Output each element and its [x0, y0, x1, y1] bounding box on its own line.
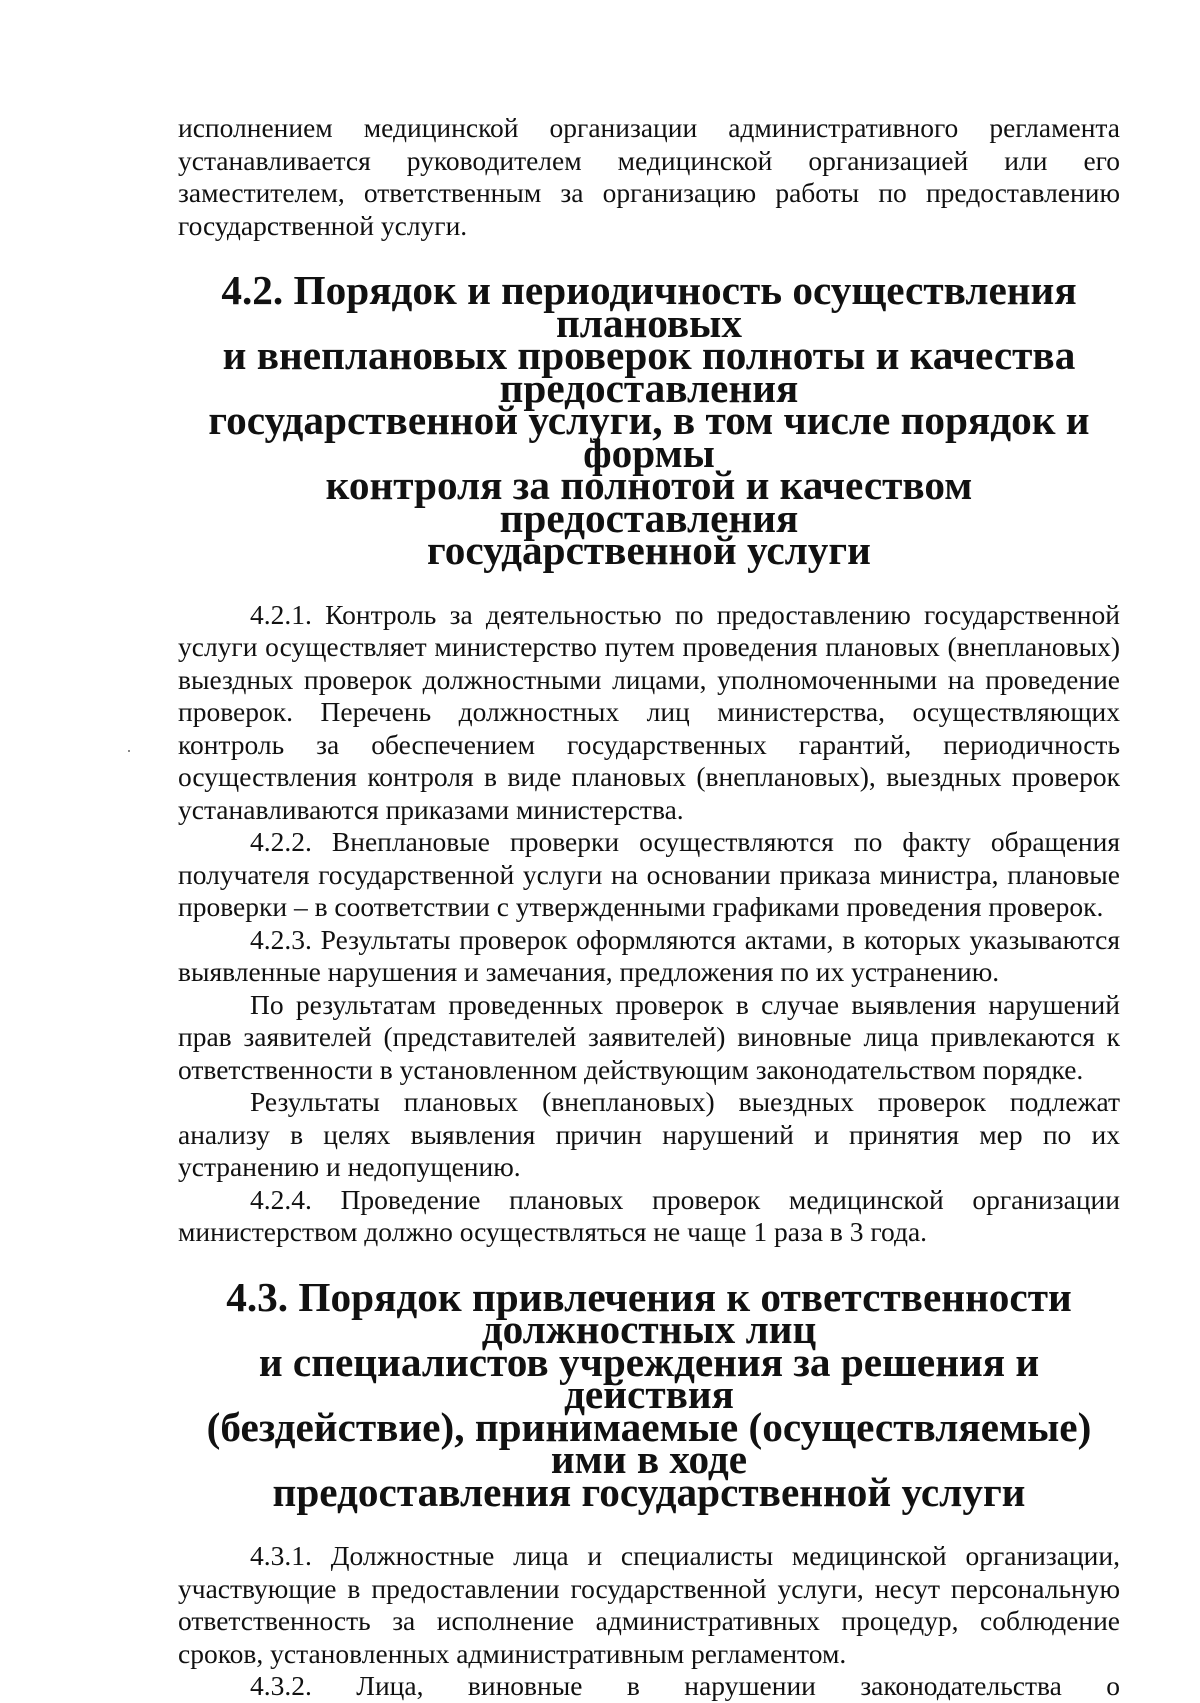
- tail-word: Лица,: [356, 1670, 424, 1701]
- heading-line: и специалистов учреждения за решения и действия: [258, 1338, 1040, 1417]
- scan-speck: [128, 750, 130, 752]
- section-4-2-heading: [178, 267, 1120, 573]
- heading-line: государственной услуги, в том числе порядок и формы: [208, 397, 1090, 476]
- tail-word: нарушении: [684, 1670, 816, 1701]
- paragraph-4-3-1: 4.3.1. Должностные лица и специалисты медицинской организации, участвующие в предоставлении государственной услуги, несут персональную ответственность за исполнение административных процедур, соблюдение сроков, установленных административным регламентом.: [178, 1540, 1120, 1669]
- heading-line: государственной услуги: [427, 527, 871, 573]
- heading-line: (бездействие), принимаемые (осуществляемые) ими в ходе: [206, 1403, 1092, 1482]
- heading-line: 4.2. Порядок и периодичность осуществления плановых: [221, 267, 1077, 346]
- paragraph-violations: По результатам проведенных проверок в случае выявления нарушений прав заявителей (представителей заявителей) виновные лица привлекаются к ответственности в установленном действующим законодательством порядке.: [178, 988, 1120, 1085]
- tail-word: виновные: [467, 1670, 583, 1701]
- paragraph-4-2-2: 4.2.2. Внеплановые проверки осуществляются по факту обращения получателя государственной услуги на основании приказа министра, плановые проверки – в соответствии с утвержденными графиками проведения проверок.: [178, 826, 1120, 922]
- tail-word: 4.3.2.: [250, 1670, 312, 1701]
- paragraph-4-3-2-start: [178, 1670, 1120, 1703]
- heading-line: предоставления государственной услуги: [272, 1468, 1026, 1515]
- tail-word: законодательства: [860, 1670, 1062, 1701]
- tail-word: в: [626, 1670, 640, 1701]
- heading-line: 4.3. Порядок привлечения к ответственности должностных лиц: [226, 1273, 1072, 1352]
- document-page: [178, 112, 1120, 1703]
- intro-paragraph: исполнением медицинской организации административного регламента устанавливается руководителем медицинской организацией или его заместителем, ответственным за организацию работы по предоставлению государственной услуги.: [178, 112, 1120, 241]
- paragraph-4-2-1: 4.2.1. Контроль за деятельностью по предоставлению государственной услуги осуществляет министерство путем проведения плановых (внеплановых) выездных проверок должностными лицами, уполномоченными на проведение проверок. Перечень должностных лиц министерства, осуществляющих контроль за обеспечением государственных гарантий, периодичность осуществления контроля в виде плановых (внеплановых), выездных проверок устанавливаются приказами министерства.: [178, 598, 1120, 825]
- paragraph-4-2-3: 4.2.3. Результаты проверок оформляются актами, в которых указываются выявленные нарушения и замечания, предложения по их устранению.: [178, 923, 1120, 987]
- heading-line: и внеплановых проверок полноты и качества предоставления: [222, 332, 1076, 411]
- tail-word: о: [1106, 1670, 1120, 1701]
- heading-line: контроля за полнотой и качеством предоставления: [325, 462, 973, 541]
- paragraph-4-2-4: 4.2.4. Проведение плановых проверок медицинской организации министерством должно осуществляться не чаще 1 раза в 3 года.: [178, 1183, 1120, 1247]
- section-4-3-heading: [178, 1273, 1120, 1515]
- paragraph-results-analysis: Результаты плановых (внеплановых) выездных проверок подлежат анализу в целях выявления причин нарушений и принятия мер по их устранению и недопущению.: [178, 1086, 1120, 1182]
